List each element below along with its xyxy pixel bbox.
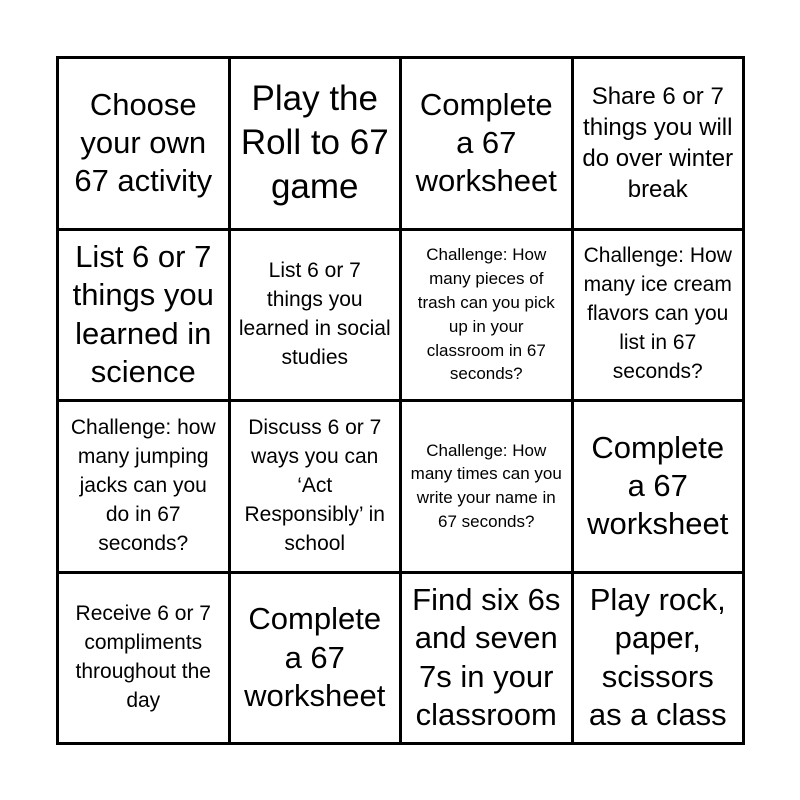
bingo-cell[interactable] (231, 231, 400, 400)
bingo-cell[interactable] (402, 402, 571, 571)
cell-text: Challenge: how many jumping jacks can you do in 67 seconds? (70, 415, 216, 555)
cell-text: Share 6 or 7 things you will do over winter break (582, 82, 734, 204)
bingo-cell[interactable] (231, 574, 400, 743)
cell-text: Complete a 67 worksheet (415, 86, 557, 199)
bingo-cell[interactable] (402, 574, 571, 743)
bingo-cell[interactable] (574, 402, 743, 571)
cell-text: Challenge: How many ice cream flavors can you list in 67 seconds? (583, 244, 732, 384)
cell-text: Choose your own 67 activity (74, 86, 213, 199)
cell-text: List 6 or 7 things you learned in science (72, 238, 214, 390)
bingo-cell[interactable] (574, 231, 743, 400)
cell-text: Play the Roll to 67 game (240, 78, 389, 207)
bingo-cell[interactable] (59, 59, 228, 228)
cell-text: Play rock, paper, scissors as a class (588, 581, 727, 733)
bingo-cell[interactable] (574, 574, 743, 743)
cell-text: Challenge: How many pieces of trash can you pick up in your classroom in 67 seconds? (417, 245, 555, 384)
cell-text: Challenge: How many times can you write your name in 67 seconds? (410, 440, 562, 532)
bingo-cell[interactable] (59, 231, 228, 400)
bingo-cell[interactable] (59, 402, 228, 571)
cell-text: List 6 or 7 things you learned in social studies (238, 258, 391, 369)
bingo-cell[interactable] (231, 402, 400, 571)
cell-text: Complete a 67 worksheet (587, 429, 729, 542)
cell-text: Discuss 6 or 7 ways you can ‘Act Responsibly’ in school (244, 415, 385, 555)
cell-text: Find six 6s and seven 7s in your classroom (412, 581, 561, 733)
cell-text: Receive 6 or 7 compliments throughout the day (75, 601, 211, 712)
bingo-board (56, 56, 745, 745)
bingo-cell[interactable] (231, 59, 400, 228)
bingo-cell[interactable] (402, 59, 571, 228)
cell-text: Complete a 67 worksheet (244, 601, 386, 713)
bingo-cell[interactable] (59, 574, 228, 743)
bingo-cell[interactable] (574, 59, 743, 228)
bingo-cell[interactable] (402, 231, 571, 400)
